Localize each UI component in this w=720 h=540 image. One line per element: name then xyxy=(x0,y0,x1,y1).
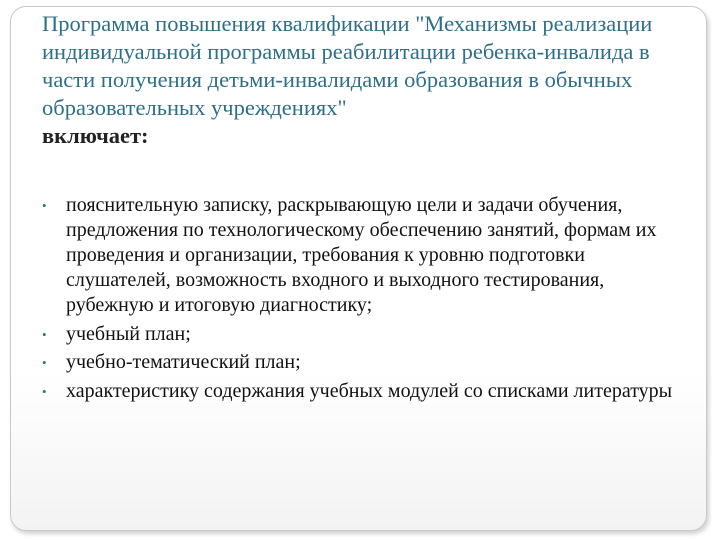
title-text: Программа повышения квалификации "Механизмы реализации индивидуальной программы реабилитации ребенка-инвалида в части получения детьми-инвалидами образования в обычных образовательных учреждениях" xyxy=(42,11,653,120)
list-item xyxy=(42,322,694,347)
title-bold-text: включает: xyxy=(42,123,149,148)
slide-title xyxy=(42,10,692,150)
list-item-text: учебный план; xyxy=(66,322,191,345)
bullet-icon: • xyxy=(42,355,47,370)
list-item xyxy=(42,193,694,318)
list-item xyxy=(42,379,694,404)
bullet-list xyxy=(42,193,694,407)
list-item xyxy=(42,350,694,375)
list-item-text: учебно-тематический план; xyxy=(66,351,301,373)
bullet-icon: • xyxy=(42,383,47,399)
bullet-icon: • xyxy=(42,198,47,213)
bullet-icon: • xyxy=(42,326,47,342)
list-item-text: пояснительную записку, раскрывающую цели и задачи обучения, предложения по технологическому обеспечению занятий, формам их проведения и организации, требования к уровню подготовки слушателей, возможность входного и выходного тестирования, рубежную и итоговую диагностику; xyxy=(66,194,657,316)
list-item-text: характеристику содержания учебных модулей со списками литературы xyxy=(66,379,673,402)
